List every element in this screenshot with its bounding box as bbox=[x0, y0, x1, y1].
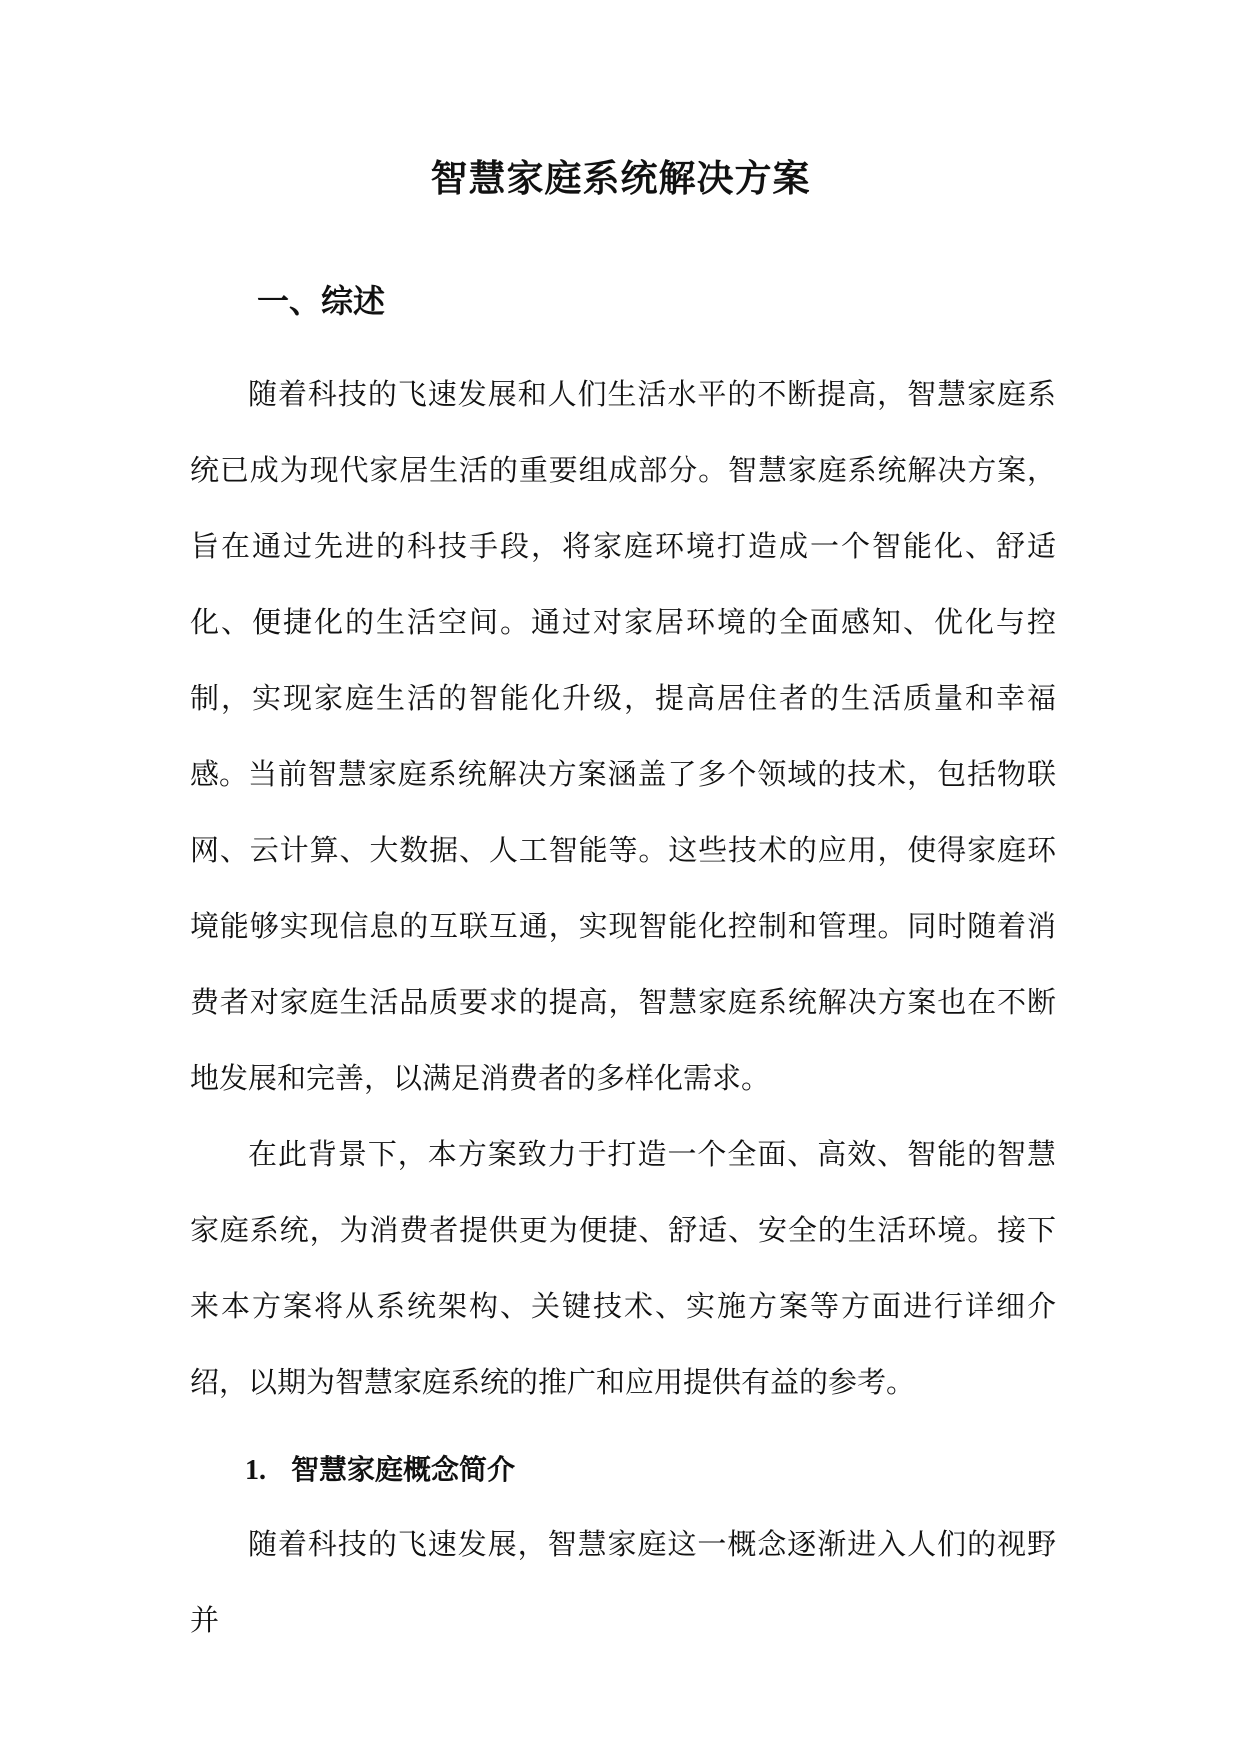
section-heading-overview: 一、综述 bbox=[257, 282, 386, 320]
body-paragraph: 随着科技的飞速发展和人们生活水平的不断提高，智慧家庭系统已成为现代家居生活的重要组成部分。智慧家庭系统解决方案，旨在通过先进的科技手段，将家庭环境打造成一个智能化、舒适化、便捷化的生活空间。通过对家居环境的全面感知、优化与控制，实现家庭生活的智能化升级，提高居住者的生活质量和幸福感。 bbox=[190, 377, 1056, 791]
subsection-heading bbox=[245, 1448, 515, 1493]
subsection-title: 智慧家庭概念简介 bbox=[291, 1453, 516, 1486]
subsection-number: 1. bbox=[245, 1455, 266, 1486]
document-title: 智慧家庭系统解决方案 bbox=[430, 156, 811, 200]
body-paragraph: 当前智慧家庭系统解决方案涵盖了多个领域的技术，包括物联网、云计算、大数据、人工智能等。这些技术的应用，使得家庭环境能够实现信息的互联互通，实现智能化控制和管理。同时随着消费者对家庭生活品质要求的提高，智慧家庭系统解决方案也在不断地发展和完善，以满足消费者的多样化需求。 bbox=[190, 757, 1056, 1095]
body-paragraph: 随着科技的飞速发展，智慧家庭这一概念逐渐进入人们的视野并 bbox=[190, 1527, 1056, 1637]
body-paragraph: 在此背景下，本方案致力于打造一个全面、高效、智能的智慧家庭系统，为消费者提供更为便捷、舒适、安全的生活环境。接下来本方案将从系统架构、关键技术、实施方案等方面进行详细介绍，以期为智慧家庭系统的推广和应用提供有益的参考。 bbox=[190, 1137, 1056, 1399]
